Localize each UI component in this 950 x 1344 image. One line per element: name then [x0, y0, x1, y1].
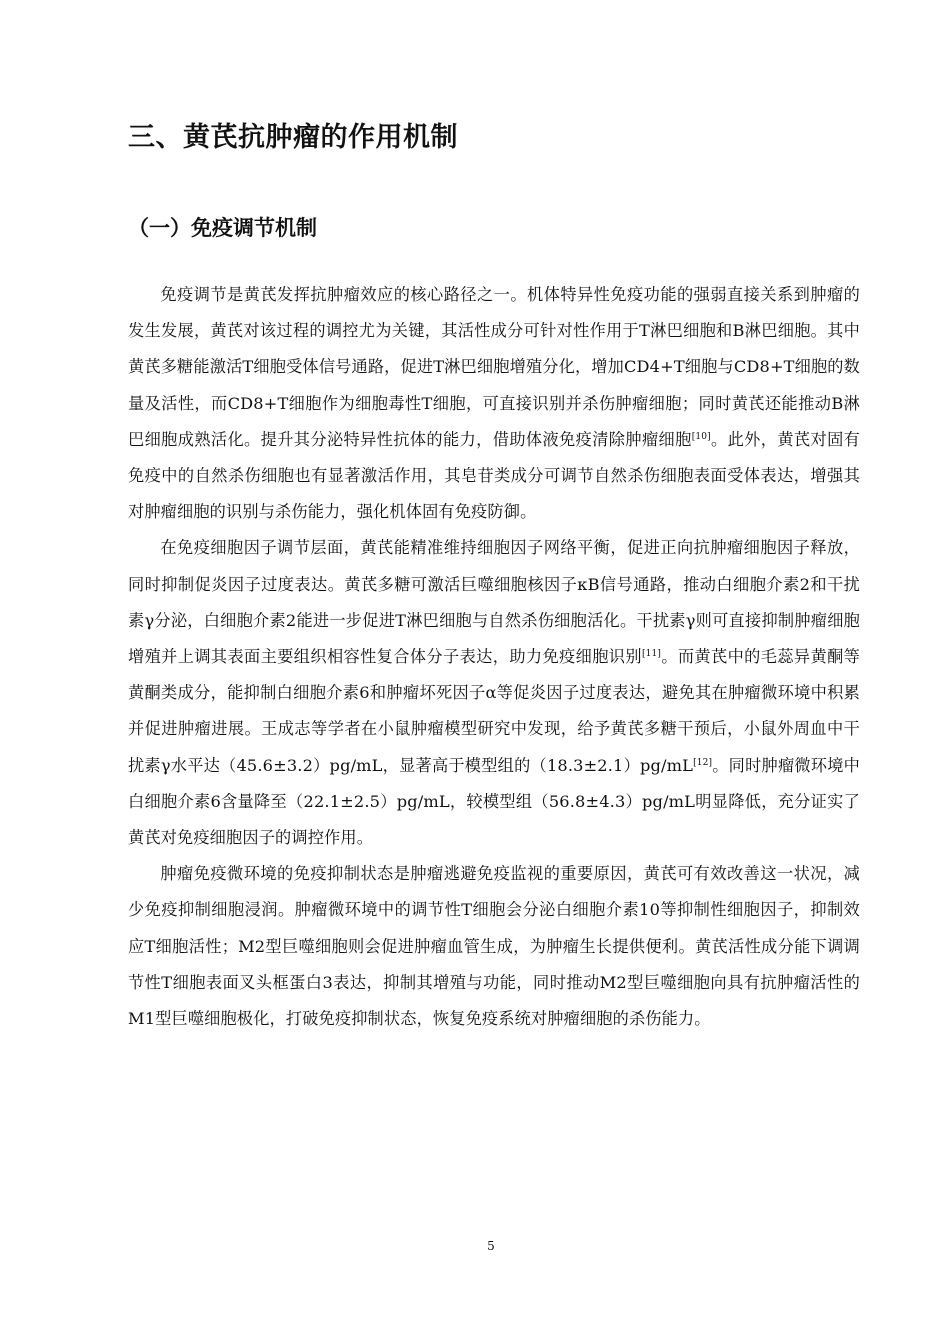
body-text: [128, 277, 860, 1037]
section-heading: 三、黄芪抗肿瘤的作用机制: [128, 122, 458, 153]
paragraph-text: 在免疫细胞因子调节层面，黄芪能精准维持细胞因子网络平衡，促进正向抗肿瘤细胞因子释放，同时抑制促炎因子过度表达。黄芪多糖可激活巨噬细胞核因子κB信号通路，推动白细胞介素2和干扰素γ分泌，白细胞介素2能进一步促进T淋巴细胞与自然杀伤细胞活化。干扰素γ则可直接抑制肿瘤细胞增殖并上调其表面主要组织相容性复合体分子表达，助力免疫细胞识别: [128, 538, 860, 667]
paragraph-text: 。而黄芪中的毛蕊异黄酮等黄酮类成分，能抑制白细胞介素6和肿瘤坏死因子α等促炎因子过度表达，避免其在肿瘤微环境中积累并促进肿瘤进展。王成志等学者在小鼠肿瘤模型研究中发现，给予黄芪多糖干预后，小鼠外周血中干扰素γ水平达（45.6±3.2）pg/mL，显著高于模型组的（18.3±2.1）pg/mL: [128, 647, 860, 775]
paragraph-3: [128, 856, 860, 1037]
page-number: 5: [487, 1239, 495, 1253]
citation-ref: [12]: [693, 757, 713, 768]
citation-ref: [11]: [641, 649, 662, 660]
paragraph-text: 。同时肿瘤微环境中白细胞介素6含量降至（22.1±2.5）pg/mL，较模型组（56.8±4.3）pg/mL明显降低，充分证实了黄芪对免疫细胞因子的调控作用。: [128, 755, 860, 848]
paragraph-1: [128, 277, 860, 530]
paragraph-2: [128, 530, 860, 856]
paragraph-text: 。此外，黄芪对固有免疫中的自然杀伤细胞也有显著激活作用，其皂苷类成分可调节自然杀伤细胞表面受体表达，增强其对肿瘤细胞的识别与杀伤能力，强化机体固有免疫防御。: [128, 429, 860, 522]
paragraph-text: 肿瘤免疫微环境的免疫抑制状态是肿瘤逃避免疫监视的重要原因，黄芪可有效改善这一状况，减少免疫抑制细胞浸润。肿瘤微环境中的调节性T细胞会分泌白细胞介素10等抑制性细胞因子，抑制效应T细胞活性；M2型巨噬细胞则会促进肿瘤血管生成，为肿瘤生长提供便利。黄芪活性成分能下调调节性T细胞表面叉头框蛋白3表达，抑制其增殖与功能，同时推动M2型巨噬细胞向具有抗肿瘤活性的M1型巨噬细胞极化，打破免疫抑制状态，恢复免疫系统对肿瘤细胞的杀伤能力。: [128, 864, 860, 1029]
paragraph-text: 免疫调节是黄芪发挥抗肿瘤效应的核心路径之一。机体特异性免疫功能的强弱直接关系到肿瘤的发生发展，黄芪对该过程的调控尤为关键，其活性成分可针对性作用于T淋巴细胞和B淋巴细胞。其中黄芪多糖能激活T细胞受体信号通路，促进T淋巴细胞增殖分化，增加CD4+T细胞与CD8+T细胞的数量及活性，而CD8+T细胞作为细胞毒性T细胞，可直接识别并杀伤肿瘤细胞；同时黄芪还能推动B淋巴细胞成熟活化。提升其分泌特异性抗体的能力，借助体液免疫清除肿瘤细胞: [128, 285, 860, 449]
citation-ref: [10]: [691, 431, 711, 442]
subsection-heading: （一）免疫调节机制: [128, 216, 317, 240]
